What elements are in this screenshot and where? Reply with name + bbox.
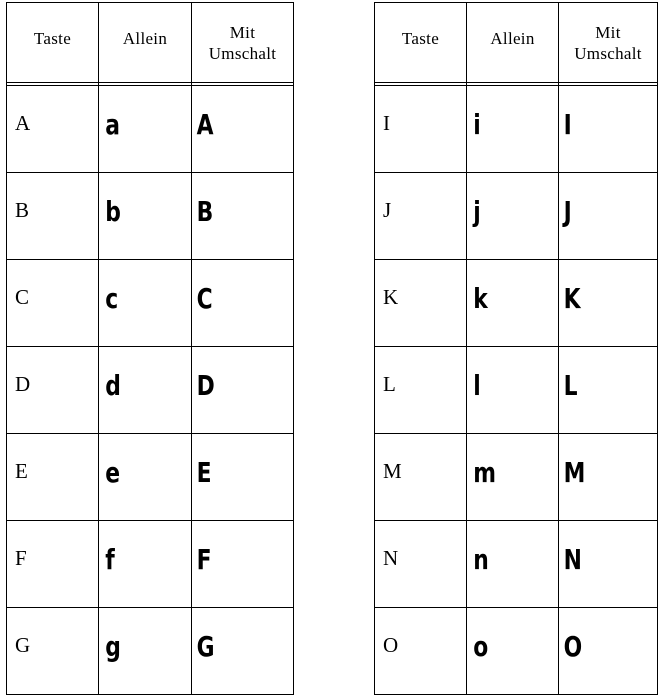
upper-cell: I xyxy=(559,86,658,173)
table-row xyxy=(7,173,294,260)
table-row xyxy=(7,86,294,173)
key-cell: G xyxy=(7,608,99,695)
key-cell: N xyxy=(375,521,467,608)
upper-cell: O xyxy=(559,608,658,695)
key-cell: E xyxy=(7,434,99,521)
header-taste: Taste xyxy=(7,3,99,83)
lower-cell: e xyxy=(99,434,192,521)
header-taste: Taste xyxy=(375,3,467,83)
lower-cell: m xyxy=(467,434,559,521)
upper-cell: L xyxy=(559,347,658,434)
upper-cell: J xyxy=(559,173,658,260)
left-key-table xyxy=(6,2,294,695)
key-cell: O xyxy=(375,608,467,695)
table-row xyxy=(375,434,658,521)
upper-cell: A xyxy=(192,86,294,173)
lower-cell: b xyxy=(99,173,192,260)
lower-cell: d xyxy=(99,347,192,434)
key-cell: I xyxy=(375,86,467,173)
table-row xyxy=(7,434,294,521)
upper-cell: D xyxy=(192,347,294,434)
table-row xyxy=(7,347,294,434)
lower-cell: f xyxy=(99,521,192,608)
table-row xyxy=(375,521,658,608)
table-row xyxy=(375,173,658,260)
key-cell: C xyxy=(7,260,99,347)
upper-cell: B xyxy=(192,173,294,260)
lower-cell: k xyxy=(467,260,559,347)
key-cell: M xyxy=(375,434,467,521)
header-row xyxy=(375,3,658,83)
lower-cell: a xyxy=(99,86,192,173)
key-cell: F xyxy=(7,521,99,608)
upper-cell: N xyxy=(559,521,658,608)
lower-cell: n xyxy=(467,521,559,608)
table-row xyxy=(7,260,294,347)
upper-cell: E xyxy=(192,434,294,521)
upper-cell: F xyxy=(192,521,294,608)
key-cell: L xyxy=(375,347,467,434)
lower-cell: j xyxy=(467,173,559,260)
key-cell: K xyxy=(375,260,467,347)
table-row xyxy=(7,608,294,695)
key-cell: J xyxy=(375,173,467,260)
upper-cell: K xyxy=(559,260,658,347)
upper-cell: G xyxy=(192,608,294,695)
header-mit-umschalt: Mit Umschalt xyxy=(192,3,294,83)
table-row xyxy=(375,86,658,173)
header-mit-umschalt: Mit Umschalt xyxy=(559,3,658,83)
lower-cell: c xyxy=(99,260,192,347)
table-row xyxy=(375,260,658,347)
table-row xyxy=(7,521,294,608)
lower-cell: i xyxy=(467,86,559,173)
upper-cell: M xyxy=(559,434,658,521)
table-row xyxy=(375,347,658,434)
key-cell: A xyxy=(7,86,99,173)
key-cell: D xyxy=(7,347,99,434)
key-cell: B xyxy=(7,173,99,260)
header-row xyxy=(7,3,294,83)
lower-cell: l xyxy=(467,347,559,434)
header-allein: Allein xyxy=(99,3,192,83)
header-allein: Allein xyxy=(467,3,559,83)
table-row xyxy=(375,608,658,695)
right-key-table xyxy=(374,2,658,695)
lower-cell: g xyxy=(99,608,192,695)
lower-cell: o xyxy=(467,608,559,695)
upper-cell: C xyxy=(192,260,294,347)
